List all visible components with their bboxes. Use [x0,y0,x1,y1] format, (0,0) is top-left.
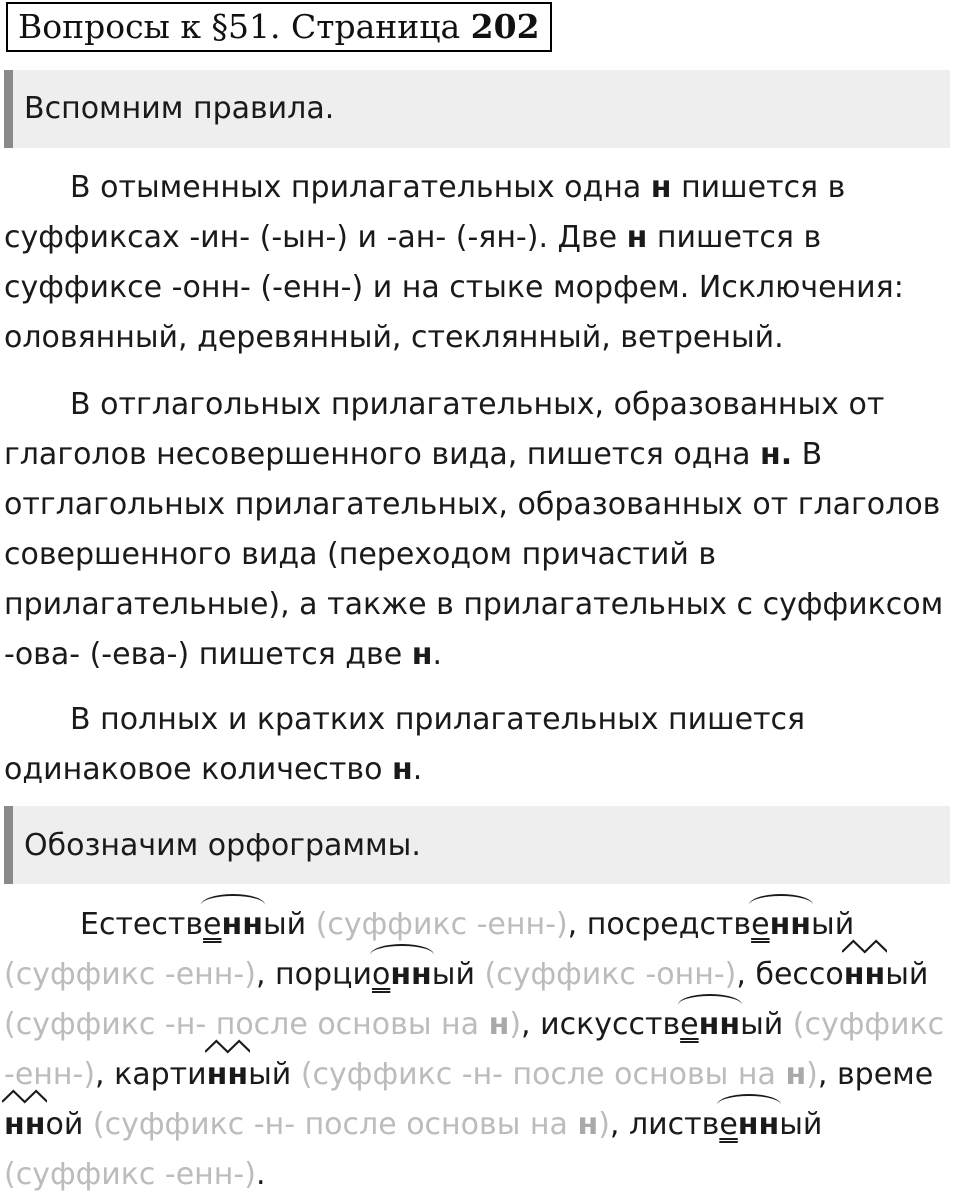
suffix-block [680,1000,740,1050]
text-run: пишется в суффиксе -онн- (-енн-) и на стыке морфем. Исключения: оловянный, деревянный, стеклянный, ветреный. [4,220,904,355]
suffix-block [844,950,885,1000]
text-run: В отглагольных прилагательных, образованных от глаголов совершенного вида (переходом причастий в прилагательные), а также в прилагательных с суффиксом -ова- (-ева-) пишется две [4,437,944,672]
suffix-arc-mark [749,894,813,916]
title-prefix: Вопросы к [18,7,201,46]
bold-letter: н [626,220,648,255]
underlined-vowel: е [751,907,770,942]
orthogram-hint: (суффикс -н- после основы на н) [4,1007,522,1042]
orthogram-hint: (суффикс -енн-) [306,907,568,942]
page-title [6,2,552,52]
orthogram-hint: (суффикс -енн-) [4,1007,945,1092]
text-run: В отыменных прилагательных одна [70,170,651,205]
section-heading-rules [4,70,950,148]
double-n: нн [390,957,432,992]
orthogram-word: посредственн ый [587,907,854,942]
suffix-arc-mark [678,994,742,1016]
hint-bold-letter: н [785,1057,807,1092]
double-n: нн [698,1007,741,1042]
double-n: нн [769,907,812,942]
rule-paragraph-3 [4,695,956,795]
orthogram-word: временн ой [4,1057,933,1142]
orthogram-hint: (суффикс -онн-) [474,957,737,992]
bold-letter: н. [760,437,793,472]
orthogram-word: лиственн ый [629,1107,822,1142]
section-title: Обозначим орфограммы. [24,828,421,863]
double-n: нн [843,957,886,992]
underlined-vowel: е [719,1107,738,1142]
text-run: пишется в суффиксах -ин- (-ын-) и -ан- (-ян-). Две [4,170,846,255]
section-title: Вспомним правила. [24,91,335,126]
suffix-arc-mark [370,944,434,966]
text-run: В отглагольных прилагательных, образованных от глаголов несовершенного вида, пишется одна [4,387,885,472]
underlined-vowel: е [680,1007,699,1042]
text-run: . [412,752,423,787]
bold-letter: н [411,637,433,672]
rule-paragraph-2 [4,380,956,680]
underlined-vowel: е [203,907,222,942]
suffix-block [751,900,811,950]
suffix-block [203,900,263,950]
orthogram-paragraph: Естественн ый (суффикс -енн-), посредственн ый (суффикс -енн-), порционн ый (суффикс -онн-), бессонн ый (суффикс -н- после основы на н), искусственн ый (суффикс -енн-), картинн ый (суффикс -н- после основы на н), временн ой (суффикс -н- после основы на н), лиственн ый (суффикс -енн-). [4,900,956,1200]
double-n: нн [221,907,263,942]
hint-bold-letter: н [488,1007,510,1042]
double-n: нн [737,1107,780,1142]
suffix-block [372,950,432,1000]
page-number: 202 [470,7,540,46]
paragraph-number: §51 [211,7,270,46]
rule-paragraph-1 [4,163,956,363]
bold-letter: н [391,752,413,787]
suffix-zigzag-mark [2,1094,47,1114]
double-n: нн [206,1057,249,1092]
orthogram-word: бессонн ый [755,957,928,992]
double-n: нн [4,1107,46,1142]
orthogram-hint: (суффикс -н- после основы на н) [291,1057,818,1092]
suffix-block [719,1100,779,1150]
underlined-vowel: о [371,957,391,992]
orthogram-word: Естественн ый [80,907,306,942]
hint-bold-letter: н [577,1107,599,1142]
suffix-block [207,1050,248,1100]
orthogram-word: порционн ый [275,957,475,992]
orthogram-hint: (суффикс -енн-) [4,957,256,992]
text-run: В полных и кратких прилагательных пишется одинаковое количество [4,702,806,787]
suffix-arc-mark [717,1094,781,1116]
suffix-zigzag-mark [842,944,887,964]
orthogram-word: искусственн ый [540,1007,783,1042]
page-label: . Страница [269,7,461,46]
orthogram-hint: (суффикс -енн-) [4,1157,256,1192]
text-run: . [432,637,442,672]
bold-letter: н [650,170,672,205]
orthogram-word: картинн ый [114,1057,291,1092]
section-heading-orthograms [4,806,950,884]
suffix-arc-mark [201,894,265,916]
suffix-block [4,1100,45,1150]
orthogram-hint: (суффикс -н- после основы на н) [83,1107,610,1142]
suffix-zigzag-mark [205,1044,250,1064]
